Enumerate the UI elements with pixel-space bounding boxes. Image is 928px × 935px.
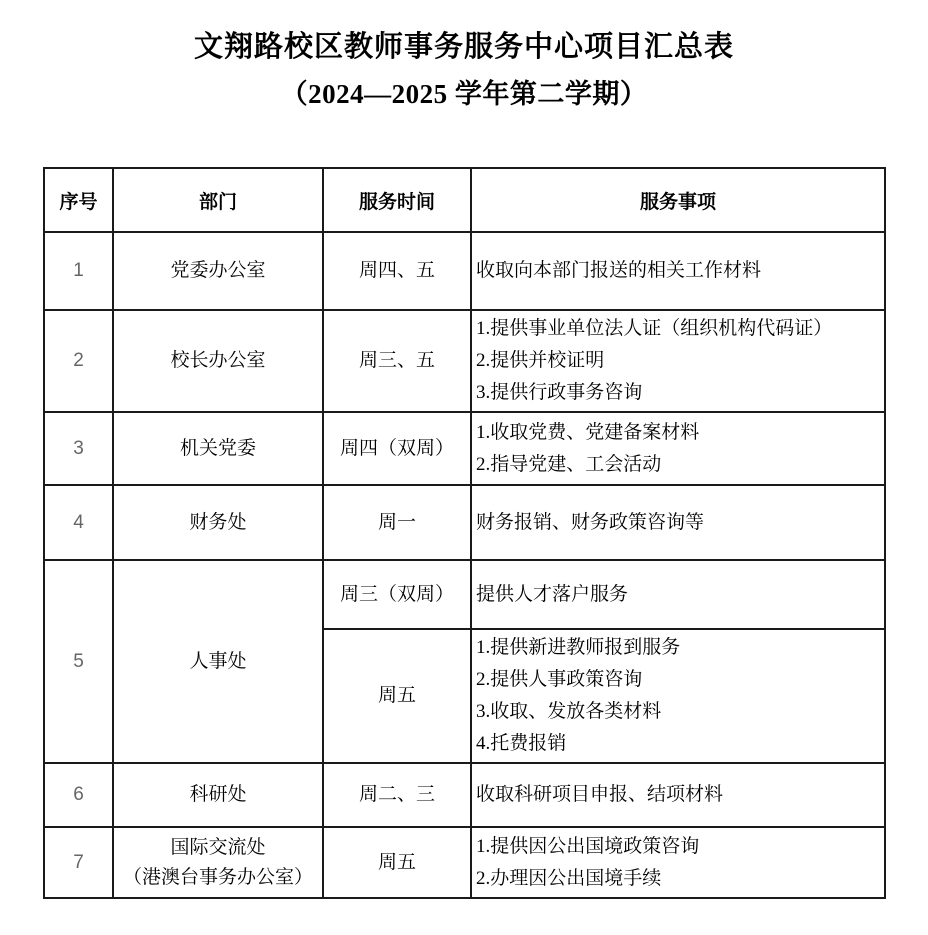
header-cell-no: 序号: [44, 168, 113, 232]
service-item-line: 4.托费报销: [476, 733, 567, 754]
cell-no: 4: [44, 485, 113, 560]
cell-no: 7: [44, 827, 113, 898]
table-row: [44, 763, 885, 827]
cell-items: [471, 412, 885, 485]
cell-items: [471, 827, 885, 898]
header-cell-items: 服务事项: [471, 168, 885, 232]
cell-time: 周三（双周）: [323, 560, 471, 629]
header-cell-dept: 部门: [113, 168, 323, 232]
cell-dept: 财务处: [113, 485, 323, 560]
cell-time: 周五: [323, 629, 471, 763]
cell-no: 6: [44, 763, 113, 827]
title-block: [0, 0, 928, 114]
service-item-line: 1.提供因公出国境政策咨询: [476, 835, 700, 857]
table-row: [44, 485, 885, 560]
cell-items: [471, 763, 885, 827]
cell-time: 周四、五: [323, 232, 471, 310]
service-item-line: 2.提供并校证明: [476, 350, 605, 371]
cell-no: 5: [44, 560, 113, 763]
cell-dept: 机关党委: [113, 412, 323, 485]
service-item-line: 1.提供事业单位法人证（组织机构代码证）: [476, 318, 833, 339]
table-row: [44, 412, 885, 485]
cell-items: [471, 560, 885, 629]
document-title: 文翔路校区教师事务服务中心项目汇总表: [193, 31, 734, 63]
cell-items: [471, 485, 885, 560]
header-row: [44, 168, 885, 232]
document-subtitle: （2024—2025 学年第二学期）: [280, 79, 648, 109]
cell-time: 周三、五: [323, 310, 471, 412]
cell-items: [471, 629, 885, 763]
cell-time: 周一: [323, 485, 471, 560]
service-item-line: 2.提供人事政策咨询: [476, 669, 643, 690]
dept-line: （港澳台事务办公室）: [122, 866, 313, 888]
cell-no: 2: [44, 310, 113, 412]
cell-time: 周五: [323, 827, 471, 898]
service-item-line: 2.指导党建、工会活动: [476, 453, 662, 475]
cell-no: 3: [44, 412, 113, 485]
service-item-line: 1.收取党费、党建备案材料: [476, 421, 700, 443]
dept-line: 国际交流处: [170, 836, 266, 858]
service-item-line: 收取科研项目申报、结项材料: [476, 784, 724, 805]
service-item-line: 3.提供行政事务咨询: [476, 382, 643, 403]
cell-items: [471, 310, 885, 412]
cell-dept: [113, 827, 323, 898]
service-summary-table: [43, 167, 886, 899]
service-item-line: 2.办理因公出国境手续: [476, 867, 662, 889]
cell-time: 周四（双周）: [323, 412, 471, 485]
table-row: [44, 560, 885, 629]
service-item-line: 3.收取、发放各类材料: [476, 701, 662, 722]
service-item-line: 收取向本部门报送的相关工作材料: [476, 260, 762, 281]
header-cell-time: 服务时间: [323, 168, 471, 232]
service-item-line: 财务报销、财务政策咨询等: [476, 511, 705, 533]
table-row: [44, 827, 885, 898]
table-row: [44, 232, 885, 310]
cell-items: [471, 232, 885, 310]
cell-dept: 科研处: [113, 763, 323, 827]
table-row: [44, 310, 885, 412]
cell-dept: 人事处: [113, 560, 323, 763]
cell-no: 1: [44, 232, 113, 310]
cell-dept: 党委办公室: [113, 232, 323, 310]
service-item-line: 提供人才落户服务: [476, 583, 629, 605]
cell-dept: 校长办公室: [113, 310, 323, 412]
service-item-line: 1.提供新进教师报到服务: [476, 637, 681, 658]
cell-time: 周二、三: [323, 763, 471, 827]
